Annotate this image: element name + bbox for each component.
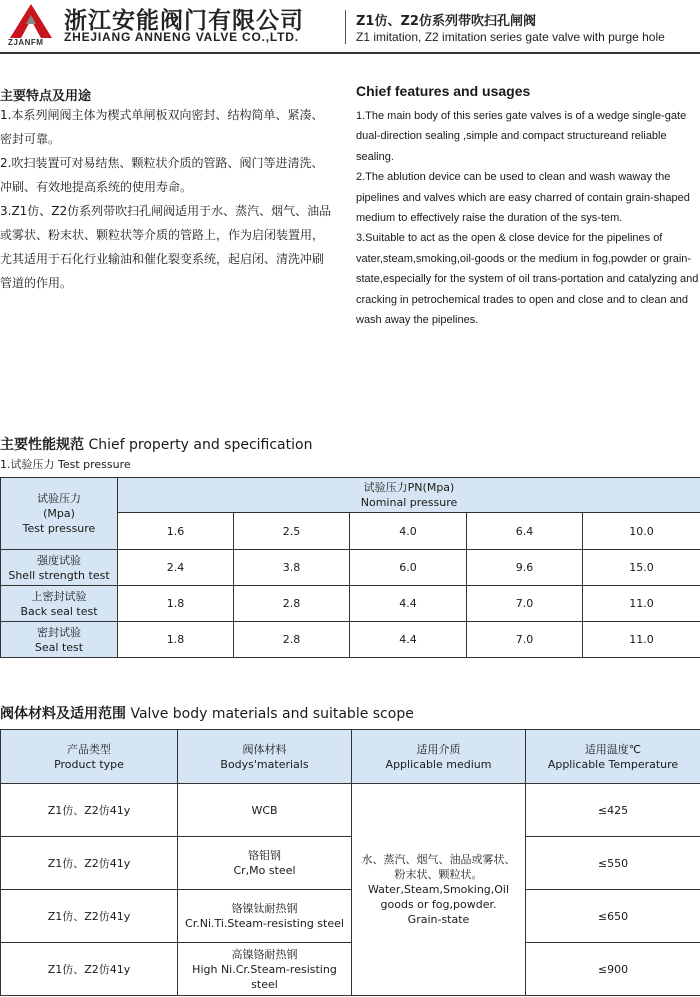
row-label-en: Shell strength test — [8, 568, 110, 582]
spec-heading-en: Chief property and specification — [88, 437, 313, 453]
row-label-cn: 上密封试验 — [31, 589, 87, 603]
medium-en: goods or fog,powder. — [380, 898, 497, 911]
medium-cn: 水、蒸汽、烟气、油品或雾状、 — [361, 853, 516, 866]
header-label-cn: 适用介质 — [416, 742, 461, 756]
header-label-en: Product type — [54, 757, 124, 771]
corner-label-unit: (Mpa) — [43, 507, 75, 520]
temperature-cell: ≤650 — [526, 890, 700, 943]
features-en — [356, 106, 700, 330]
feature-en-item: 3.Suitable to act as the open & close device for the pipelines of vater,steam,smoking,oil-goods or the medium in fog,powder or grain-state,especially for the system of oil trans-portation and catalyzing and cracking in petrochemical trades to open and close and to clean and wash away the pipelines. — [356, 232, 699, 327]
corner-label-cn: 试验压力 — [37, 492, 81, 505]
row-label-cell — [1, 622, 118, 658]
table-row — [1, 890, 700, 943]
header-product-type — [1, 730, 178, 784]
material-cell — [178, 784, 352, 837]
product-title-en: Z1 imitation, Z2 imitation series gate valve with purge hole — [356, 30, 665, 44]
table-row — [1, 943, 700, 996]
product-type-cell: Z1仿、Z2仿41y — [1, 837, 178, 890]
material-en: Cr.Ni.Ti.Steam-resisting steel — [185, 917, 344, 930]
material-cn: 铬镍钛耐热钢 — [231, 902, 298, 915]
header-label-en: Bodys'materials — [220, 757, 309, 771]
logo-text: ZJANFM — [8, 38, 44, 47]
material-cn: 高镍铬耐热钢 — [231, 947, 298, 961]
material-en: WCB — [251, 803, 278, 817]
pressure-value: 4.4 — [350, 622, 467, 658]
nominal-value: 4.0 — [350, 513, 467, 550]
table-row — [1, 586, 700, 622]
nominal-value: 10.0 — [583, 513, 700, 550]
header-label-cn: 产品类型 — [67, 742, 111, 756]
feature-cn-item: 1.本系列闸阀主体为楔式单闸板双向密封、结构简单、紧凑、密封可靠。 — [0, 108, 324, 146]
nominal-pressure-header — [118, 478, 700, 513]
company-name-en: ZHEJIANG ANNENG VALVE CO.,LTD. — [64, 30, 299, 44]
temperature-cell: ≤550 — [526, 837, 700, 890]
feature-en-item: 1.The main body of this series gate valves is of a wedge single-gate dual-direction sealing ,simple and compact structureand reliable sealing. — [356, 110, 687, 163]
medium-en: Water,Steam,Smoking,Oil — [367, 883, 510, 896]
nominal-value: 1.6 — [118, 513, 234, 550]
product-type-cell: Z1仿、Z2仿41y — [1, 890, 178, 943]
header-divider — [345, 10, 346, 44]
test-pressure-table — [0, 477, 700, 658]
material-cn: 铬钼钢 — [248, 849, 281, 862]
temperature-cell: ≤425 — [526, 784, 700, 837]
header-medium — [352, 730, 526, 784]
row-label-cn: 密封试验 — [37, 625, 81, 639]
nominal-label-cn: 试验压力PN(Mpa) — [363, 481, 455, 494]
pressure-value: 3.8 — [234, 550, 350, 586]
pressure-value: 15.0 — [583, 550, 700, 586]
pressure-value: 11.0 — [583, 586, 700, 622]
medium-cell — [352, 784, 526, 996]
feature-cn-item: 2.吹扫装置可对易结焦、颗粒状介质的管路、阀门等进清洗、冲刷、有效地提高系统的使用寿命。 — [0, 156, 324, 194]
corner-label-en: Test pressure — [22, 522, 96, 535]
table-row — [1, 622, 700, 658]
material-cell — [178, 837, 352, 890]
features-heading-en: Chief features and usages — [356, 83, 531, 99]
test-pressure-corner-cell — [1, 478, 118, 550]
pressure-value: 2.4 — [118, 550, 234, 586]
material-en: Cr,Mo steel — [233, 864, 296, 877]
material-en: High Ni.Cr.Steam-resisting steel — [192, 962, 337, 991]
spec-heading-cn: 主要性能规范 — [0, 437, 84, 453]
header-label-cn: 阀体材料 — [242, 742, 287, 756]
row-label-en: Back seal test — [20, 604, 98, 618]
nominal-value: 2.5 — [234, 513, 350, 550]
pressure-value: 4.4 — [350, 586, 467, 622]
materials-heading-en: Valve body materials and suitable scope — [130, 706, 414, 722]
table-row — [1, 550, 700, 586]
pressure-value: 9.6 — [467, 550, 583, 586]
pressure-value: 1.8 — [118, 622, 234, 658]
row-label-en: Seal test — [34, 640, 84, 654]
table-row — [1, 837, 700, 890]
temperature-cell: ≤900 — [526, 943, 700, 996]
row-label-cn: 强度试验 — [37, 553, 81, 567]
pressure-value: 11.0 — [583, 622, 700, 658]
header-label-en: Applicable Temperature — [547, 757, 679, 771]
row-label-cell — [1, 586, 118, 622]
header-temperature — [526, 730, 700, 784]
header-rule — [0, 52, 700, 54]
pressure-value: 1.8 — [118, 586, 234, 622]
material-cell — [178, 943, 352, 996]
features-cn — [0, 103, 335, 295]
spec-subheading: 1.试验压力 Test pressure — [0, 458, 131, 471]
materials-heading — [0, 703, 414, 723]
product-type-cell: Z1仿、Z2仿41y — [1, 784, 178, 837]
company-name-cn: 浙江安能阀门有限公司 — [64, 8, 304, 34]
materials-heading-cn: 阀体材料及适用范围 — [0, 706, 126, 722]
feature-en-item: 2.The ablution device can be used to clean and wash waway the pipelines and valves which are easy charred of contain grain-shaped medium to effectively raise the duration of the sys-tem. — [356, 171, 690, 225]
page-header — [0, 0, 700, 50]
medium-en: Grain-state — [407, 913, 470, 926]
features-heading-cn: 主要特点及用途 — [0, 89, 92, 104]
material-cell — [178, 890, 352, 943]
nominal-value: 6.4 — [467, 513, 583, 550]
pressure-value: 2.8 — [234, 586, 350, 622]
header-label-cn: 适用温度℃ — [584, 742, 642, 756]
pressure-value: 7.0 — [467, 586, 583, 622]
spec-heading — [0, 434, 312, 454]
table-row — [1, 784, 700, 837]
medium-cn: 粉末状、颗粒状。 — [394, 868, 483, 881]
row-label-cell — [1, 550, 118, 586]
pressure-value: 2.8 — [234, 622, 350, 658]
pressure-value: 7.0 — [467, 622, 583, 658]
product-type-cell: Z1仿、Z2仿41y — [1, 943, 178, 996]
feature-cn-item: 3.Z1仿、Z2仿系列带吹扫孔闸阀适用于水、蒸汽、烟气、油品或雾状、粉末状、颗粒状等介质的管路上，作为启闭装置用，尤其适用于石化行业输油和催化裂变系统，起启闭、清洗冲刷管道的作用。 — [0, 204, 332, 290]
pressure-value: 6.0 — [350, 550, 467, 586]
header-label-en: Applicable medium — [385, 757, 492, 771]
nominal-label-en: Nominal pressure — [360, 496, 458, 509]
product-title-cn: Z1仿、Z2仿系列带吹扫孔闸阀 — [356, 14, 536, 29]
header-body-material — [178, 730, 352, 784]
materials-table — [0, 729, 700, 996]
